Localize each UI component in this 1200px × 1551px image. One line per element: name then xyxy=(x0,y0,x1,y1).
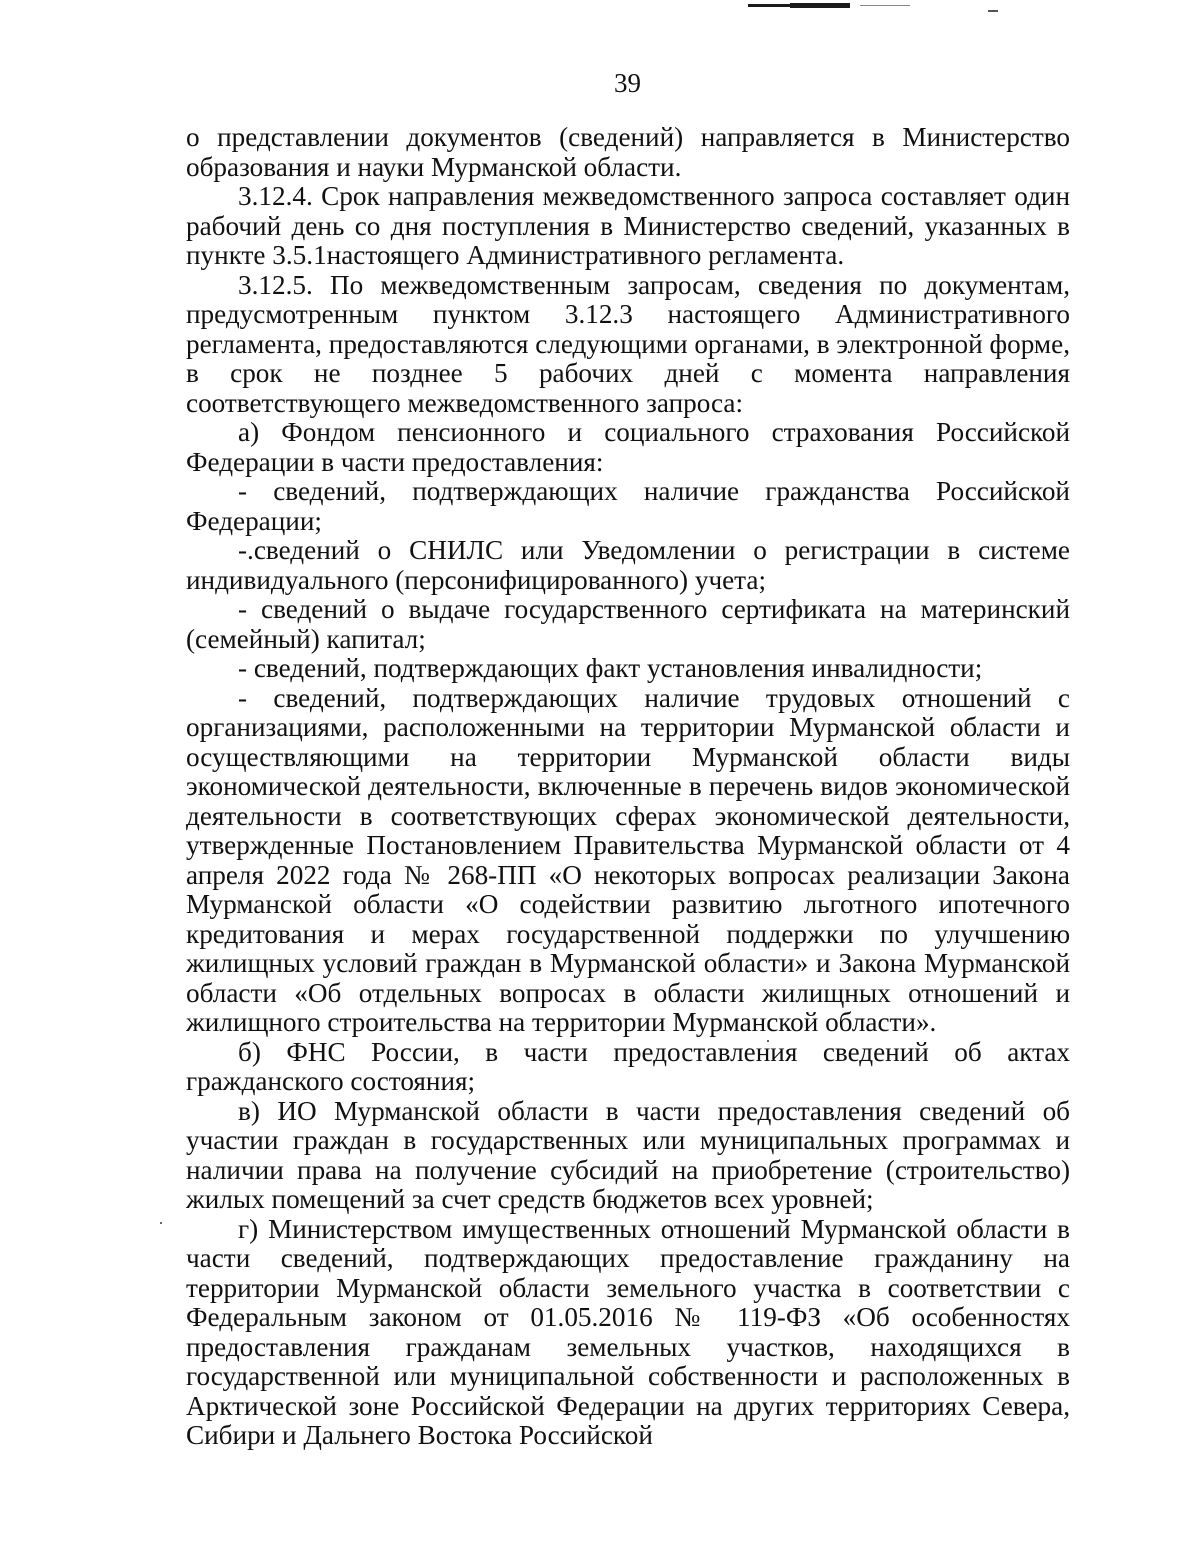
page-number: 39 xyxy=(614,68,641,98)
paragraph-item-b: б) ФНС России, в части предоставления сведений об актах гражданского состояния; xyxy=(186,1036,1070,1096)
scan-artifact xyxy=(988,10,998,12)
paragraph-item-v: в) ИО Мурманской области в части предоставления сведений об участии граждан в государственных или муниципальных программах и наличии права на получение субсидий на приобретение (строительство) жилых помещений за счет средств бюджетов всех уровней; xyxy=(186,1095,1070,1214)
list-item-citizenship: - сведений, подтверждающих наличие гражданства Российской Федерации; xyxy=(186,476,1070,536)
paragraph-3-12-4: 3.12.4. Срок направления межведомственного запроса составляет один рабочий день со дня поступления в Министерство сведений, указанных в пункте 3.5.1настоящего Административного регламента. xyxy=(186,181,1070,270)
paragraph-continuation: о представлении документов (сведений) направляется в Министерство образования и науки Мурманской области. xyxy=(186,122,1070,182)
scan-artifact xyxy=(860,5,910,6)
list-item-disability: - сведений, подтверждающих факт установления инвалидности; xyxy=(238,653,983,683)
scan-artifact xyxy=(160,1222,162,1224)
paragraph-item-g: г) Министерством имущественных отношений Мурманской области в части сведений, подтверждающих предоставление гражданину на территории Мурманской области земельного участка в соответствии с Федеральным законом от 01.05.2016 № 119-ФЗ «Об особенностях предоставления гражданам земельных участков, находящихся в государственной или муниципальной собственности и расположенных в Арктической зоне Российской Федерации на других территориях Севера, Сибири и Дальнего Востока Российской xyxy=(186,1213,1070,1450)
paragraph-item-a: а) Фондом пенсионного и социального страхования Российской Федерации в части предоставления: xyxy=(186,417,1070,477)
list-item-employment: - сведений, подтверждающих наличие трудовых отношений с организациями, расположенными на территории Мурманской области и осуществляющими на территории Мурманской области виды экономической деятельности, включенные в перечень видов экономической деятельности в соответствующих сферах экономической деятельности, утвержденные Постановлением Правительства Мурманской области от 4 апреля 2022 года № 268-ПП «О некоторых вопросах реализации Закона Мурманской области «О содействии развитию льготного ипотечного кредитования и мерах государственной поддержки по улучшению жилищных условий граждан в Мурманской области» и Закона Мурманской области «Об отдельных вопросах в области жилищных отношений и жилищного строительства на территории Мурманской области». xyxy=(186,682,1070,1037)
scan-artifact xyxy=(790,3,850,8)
document-body xyxy=(186,123,1070,1451)
paragraph-3-12-5: 3.12.5. По межведомственным запросам, сведения по документам, предусмотренным пунктом 3.12.3 настоящего Административного регламента, предоставляются следующими органами, в электронной форме, в срок не позднее 5 рабочих дней с момента направления соответствующего межведомственного запроса: xyxy=(186,269,1070,418)
list-item-snils: -.сведений о СНИЛС или Уведомлении о регистрации в системе индивидуального (персонифицированного) учета; xyxy=(186,535,1070,595)
list-item-maternity-capital: - сведений о выдаче государственного сертификата на материнский (семейный) капитал; xyxy=(186,594,1070,654)
